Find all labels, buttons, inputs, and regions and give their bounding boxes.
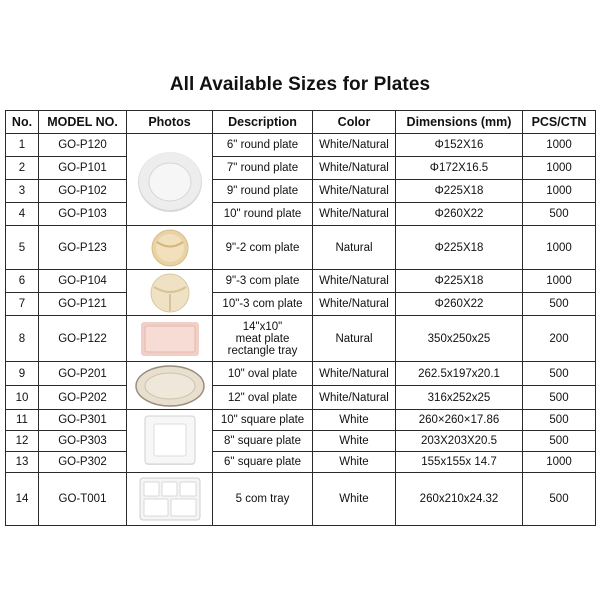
pcs-per-carton: 1000 — [523, 452, 596, 473]
pcs-per-carton: 200 — [523, 316, 596, 362]
pcs-per-carton: 500 — [523, 431, 596, 452]
color: White — [313, 431, 396, 452]
row-number: 2 — [6, 157, 39, 180]
square-plate-photo-icon — [142, 413, 198, 469]
table-row — [6, 452, 596, 473]
model-number: GO-P302 — [39, 452, 127, 473]
photo-cell-five-compartment-tray — [127, 473, 213, 526]
rectangle-tray-photo-icon — [139, 319, 201, 359]
color: White/Natural — [313, 362, 396, 386]
description: 10" square plate — [213, 410, 313, 431]
dimensions: Φ225X18 — [396, 270, 523, 293]
header-photos: Photos — [127, 111, 213, 134]
row-number: 11 — [6, 410, 39, 431]
color: Natural — [313, 226, 396, 270]
five-compartment-tray-photo-icon — [138, 476, 202, 522]
pcs-per-carton: 1000 — [523, 270, 596, 293]
table-row — [6, 316, 596, 362]
description: 9"-2 com plate — [213, 226, 313, 270]
row-number: 10 — [6, 386, 39, 410]
dimensions: Φ152X16 — [396, 134, 523, 157]
dimensions: Φ260X22 — [396, 293, 523, 316]
description-line: meat plate — [235, 332, 290, 345]
header-description: Description — [213, 111, 313, 134]
table-row — [6, 180, 596, 203]
color: White/Natural — [313, 134, 396, 157]
dimensions: 316x252x25 — [396, 386, 523, 410]
photo-cell-two-compartment — [127, 226, 213, 270]
table-row — [6, 270, 596, 293]
photo-cell-rectangle-tray — [127, 316, 213, 362]
table-row — [6, 386, 596, 410]
table-row — [6, 226, 596, 270]
dimensions: Φ172X16.5 — [396, 157, 523, 180]
description — [213, 316, 313, 362]
oval-plate-photo-icon — [134, 364, 206, 408]
round-plate-photo-icon — [135, 145, 205, 215]
description: 7" round plate — [213, 157, 313, 180]
three-compartment-plate-photo-icon — [148, 272, 192, 314]
description: 8" square plate — [213, 431, 313, 452]
table-row — [6, 431, 596, 452]
dimensions: 262.5x197x20.1 — [396, 362, 523, 386]
header-no: No. — [6, 111, 39, 134]
color: White — [313, 410, 396, 431]
table-row — [6, 473, 596, 526]
plate-size-table-container — [5, 110, 595, 526]
color: White — [313, 452, 396, 473]
dimensions: 203X203X20.5 — [396, 431, 523, 452]
description: 10" oval plate — [213, 362, 313, 386]
photo-cell-square-plates — [127, 410, 213, 473]
pcs-per-carton: 500 — [523, 293, 596, 316]
page-title: All Available Sizes for Plates — [169, 74, 431, 95]
pcs-per-carton: 1000 — [523, 226, 596, 270]
dimensions: 350x250x25 — [396, 316, 523, 362]
color: White/Natural — [313, 293, 396, 316]
model-number: GO-P122 — [39, 316, 127, 362]
table-row — [6, 293, 596, 316]
model-number: GO-P120 — [39, 134, 127, 157]
row-number: 6 — [6, 270, 39, 293]
model-number: GO-T001 — [39, 473, 127, 526]
row-number: 14 — [6, 473, 39, 526]
row-number: 9 — [6, 362, 39, 386]
description: 12" oval plate — [213, 386, 313, 410]
dimensions: Φ225X18 — [396, 180, 523, 203]
pcs-per-carton: 1000 — [523, 180, 596, 203]
model-number: GO-P101 — [39, 157, 127, 180]
description-line: 14"x10" — [242, 320, 283, 333]
color: White/Natural — [313, 386, 396, 410]
photo-cell-oval-plates — [127, 362, 213, 410]
pcs-per-carton: 500 — [523, 203, 596, 226]
row-number: 13 — [6, 452, 39, 473]
color: White/Natural — [313, 180, 396, 203]
dimensions: 260×260×17.86 — [396, 410, 523, 431]
description: 10"-3 com plate — [213, 293, 313, 316]
plate-size-table — [5, 110, 596, 526]
model-number: GO-P121 — [39, 293, 127, 316]
color: White — [313, 473, 396, 526]
color: White/Natural — [313, 203, 396, 226]
color: White/Natural — [313, 157, 396, 180]
row-number: 1 — [6, 134, 39, 157]
pcs-per-carton: 1000 — [523, 157, 596, 180]
row-number: 4 — [6, 203, 39, 226]
model-number: GO-P202 — [39, 386, 127, 410]
header-model-no: MODEL NO. — [39, 111, 127, 134]
row-number: 3 — [6, 180, 39, 203]
photo-cell-three-compartment — [127, 270, 213, 316]
description: 6" round plate — [213, 134, 313, 157]
table-row — [6, 362, 596, 386]
photo-cell-round-plates — [127, 134, 213, 226]
description-line: rectangle tray — [227, 344, 298, 357]
model-number: GO-P301 — [39, 410, 127, 431]
dimensions: Φ225X18 — [396, 226, 523, 270]
color: Natural — [313, 316, 396, 362]
description: 9"-3 com plate — [213, 270, 313, 293]
pcs-per-carton: 500 — [523, 410, 596, 431]
model-number: GO-P104 — [39, 270, 127, 293]
table-row — [6, 410, 596, 431]
dimensions: 155x155x 14.7 — [396, 452, 523, 473]
header-pcs-ctn: PCS/CTN — [523, 111, 596, 134]
pcs-per-carton: 1000 — [523, 134, 596, 157]
header-dimensions: Dimensions (mm) — [396, 111, 523, 134]
model-number: GO-P103 — [39, 203, 127, 226]
color: White/Natural — [313, 270, 396, 293]
dimensions: 260x210x24.32 — [396, 473, 523, 526]
row-number: 12 — [6, 431, 39, 452]
pcs-per-carton: 500 — [523, 473, 596, 526]
description: 5 com tray — [213, 473, 313, 526]
model-number: GO-P123 — [39, 226, 127, 270]
two-compartment-plate-photo-icon — [149, 228, 191, 268]
row-number: 8 — [6, 316, 39, 362]
header-color: Color — [313, 111, 396, 134]
description: 10" round plate — [213, 203, 313, 226]
model-number: GO-P303 — [39, 431, 127, 452]
table-row — [6, 134, 596, 157]
pcs-per-carton: 500 — [523, 386, 596, 410]
model-number: GO-P102 — [39, 180, 127, 203]
table-row — [6, 203, 596, 226]
row-number: 7 — [6, 293, 39, 316]
table-row — [6, 157, 596, 180]
description: 6" square plate — [213, 452, 313, 473]
row-number: 5 — [6, 226, 39, 270]
pcs-per-carton: 500 — [523, 362, 596, 386]
dimensions: Φ260X22 — [396, 203, 523, 226]
model-number: GO-P201 — [39, 362, 127, 386]
table-header-row — [6, 111, 596, 134]
description: 9" round plate — [213, 180, 313, 203]
